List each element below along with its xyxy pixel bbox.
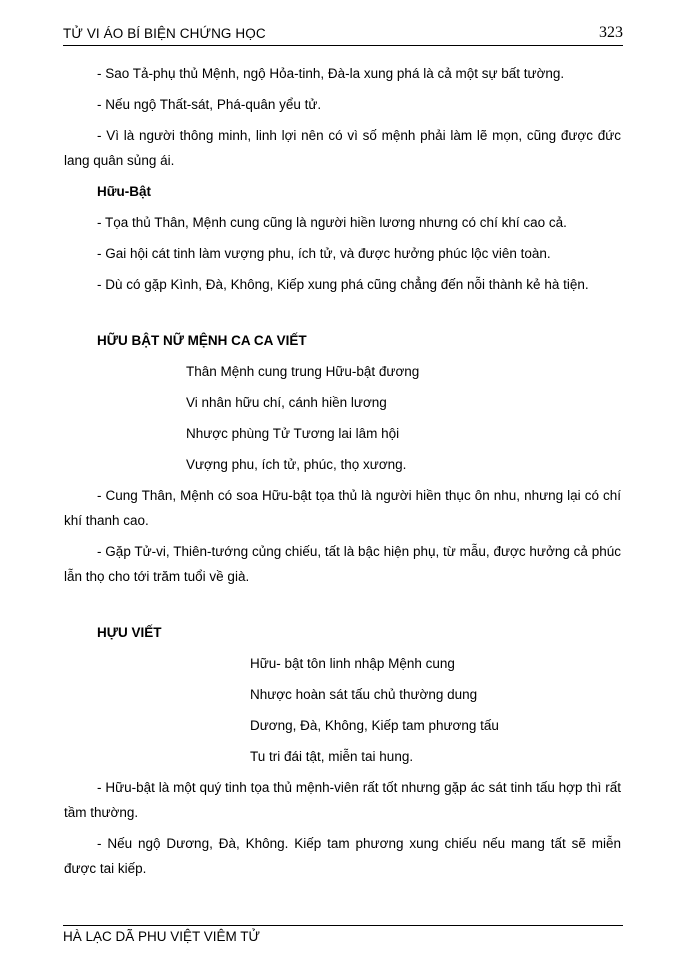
verse-line: Thân Mệnh cung trung Hữu-bật đương (186, 364, 420, 379)
paragraph: - Nếu ngộ Thất-sát, Phá-quân yểu tử. (97, 97, 322, 112)
paragraph: - Cung Thân, Mệnh có soa Hữu-bật tọa thủ là người hiền thục ôn nhu, nhưng lại có chí khí thanh cao. (64, 488, 621, 528)
verse-line: Nhược phùng Tử Tương lai lâm hội (186, 426, 400, 441)
section-heading-huu-viet: HỰU VIẾT (97, 625, 162, 640)
section-heading-ca-viet: HỮU BẬT NỮ MỆNH CA CA VIẾT (97, 333, 307, 348)
paragraph: - Sao Tả-phụ thủ Mệnh, ngộ Hỏa-tinh, Đà-la xung phá là cả một sự bất tường. (97, 66, 565, 81)
verse-line: Hữu- bật tôn linh nhập Mệnh cung (250, 656, 455, 671)
page-body (64, 61, 621, 881)
paragraph: - Dù có gặp Kình, Đà, Không, Kiếp xung phá cũng chẳng đến nỗi thành kẻ hà tiện. (97, 277, 589, 292)
verse-line: Tu tri đái tật, miễn tai hung. (250, 749, 414, 764)
paragraph: - Gai hội cát tinh làm vượng phu, ích tử, và được hưởng phúc lộc viên toàn. (97, 246, 551, 261)
section-heading-huu-bat: Hữu-Bật (97, 184, 152, 199)
paragraph: - Gặp Tử-vi, Thiên-tướng củng chiếu, tất là bậc hiện phụ, từ mẫu, được hưởng cả phúc lẫn thọ cho tới trăm tuổi về già. (64, 544, 621, 584)
paragraph: - Hữu-bật là một quý tinh tọa thủ mệnh-viên rất tốt nhưng gặp ác sát tinh tấu hợp thì rất tầm thường. (64, 780, 621, 820)
paragraph: - Vì là người thông minh, linh lợi nên có vì số mệnh phải làm lẽ mọn, cũng được đức lang quân sủng ái. (64, 128, 621, 168)
paragraph: - Nếu ngộ Dương, Đà, Không. Kiếp tam phương xung chiếu nếu mang tất sẽ miễn được tai kiếp. (64, 836, 621, 876)
page-header (63, 24, 623, 46)
page-number: 323 (599, 24, 623, 41)
verse-line: Vi nhân hữu chí, cánh hiền lương (186, 395, 387, 410)
page-footer (63, 925, 623, 944)
verse-line: Vượng phu, ích tử, phúc, thọ xương. (186, 457, 407, 472)
author-credit: HÀ LẠC DÃ PHU VIỆT VIÊM TỬ (63, 929, 261, 944)
book-title: TỬ VI ÁO BÍ BIỆN CHỨNG HỌC (63, 26, 266, 41)
verse-line: Dương, Đà, Không, Kiếp tam phương tấu (250, 718, 499, 733)
verse-line: Nhược hoàn sát tấu chủ thường dung (250, 687, 478, 702)
paragraph: - Tọa thủ Thân, Mệnh cung cũng là người hiền lương nhưng có chí khí cao cả. (97, 215, 567, 230)
